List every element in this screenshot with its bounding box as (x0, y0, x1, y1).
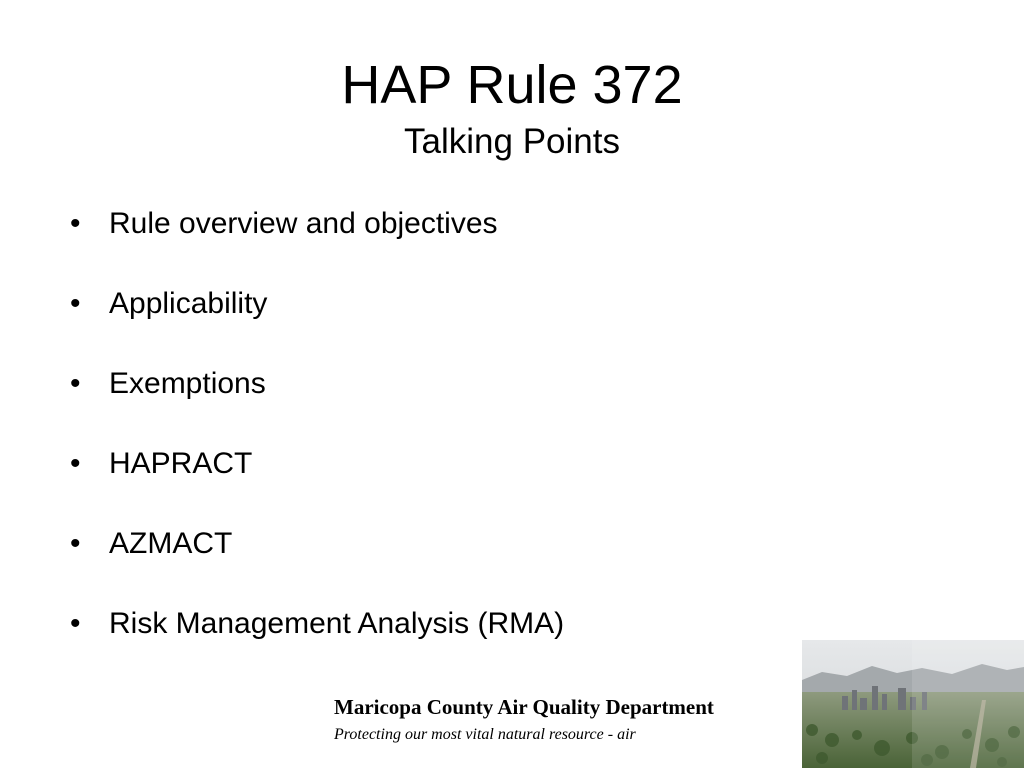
slide-title: HAP Rule 372 (341, 55, 683, 115)
bullet-text: AZMACT (109, 527, 233, 560)
bullet-item (70, 440, 564, 520)
bullet-text: Risk Management Analysis (RMA) (109, 607, 565, 640)
bullet-item (70, 360, 564, 440)
bullet-marker: • (70, 367, 81, 400)
bullet-text: Exemptions (109, 367, 266, 400)
bullet-marker: • (70, 447, 81, 480)
bullet-marker: • (70, 207, 81, 240)
footer-tagline: Protecting our most vital natural resource - air (334, 726, 636, 743)
bullet-text: Rule overview and objectives (109, 207, 498, 240)
bullet-marker: • (70, 527, 81, 560)
bullet-list (70, 200, 564, 680)
bullet-marker: • (70, 607, 81, 640)
bullet-item (70, 280, 564, 360)
bullet-item (70, 200, 564, 280)
bullet-text: Applicability (109, 287, 268, 320)
aerial-city-skyline-image (802, 640, 1024, 768)
footer-organization: Maricopa County Air Quality Department (334, 695, 714, 719)
bullet-item (70, 520, 564, 600)
bullet-item (70, 600, 564, 680)
slide-subtitle: Talking Points (404, 122, 620, 161)
bullet-text: HAPRACT (109, 447, 253, 480)
bullet-marker: • (70, 287, 81, 320)
